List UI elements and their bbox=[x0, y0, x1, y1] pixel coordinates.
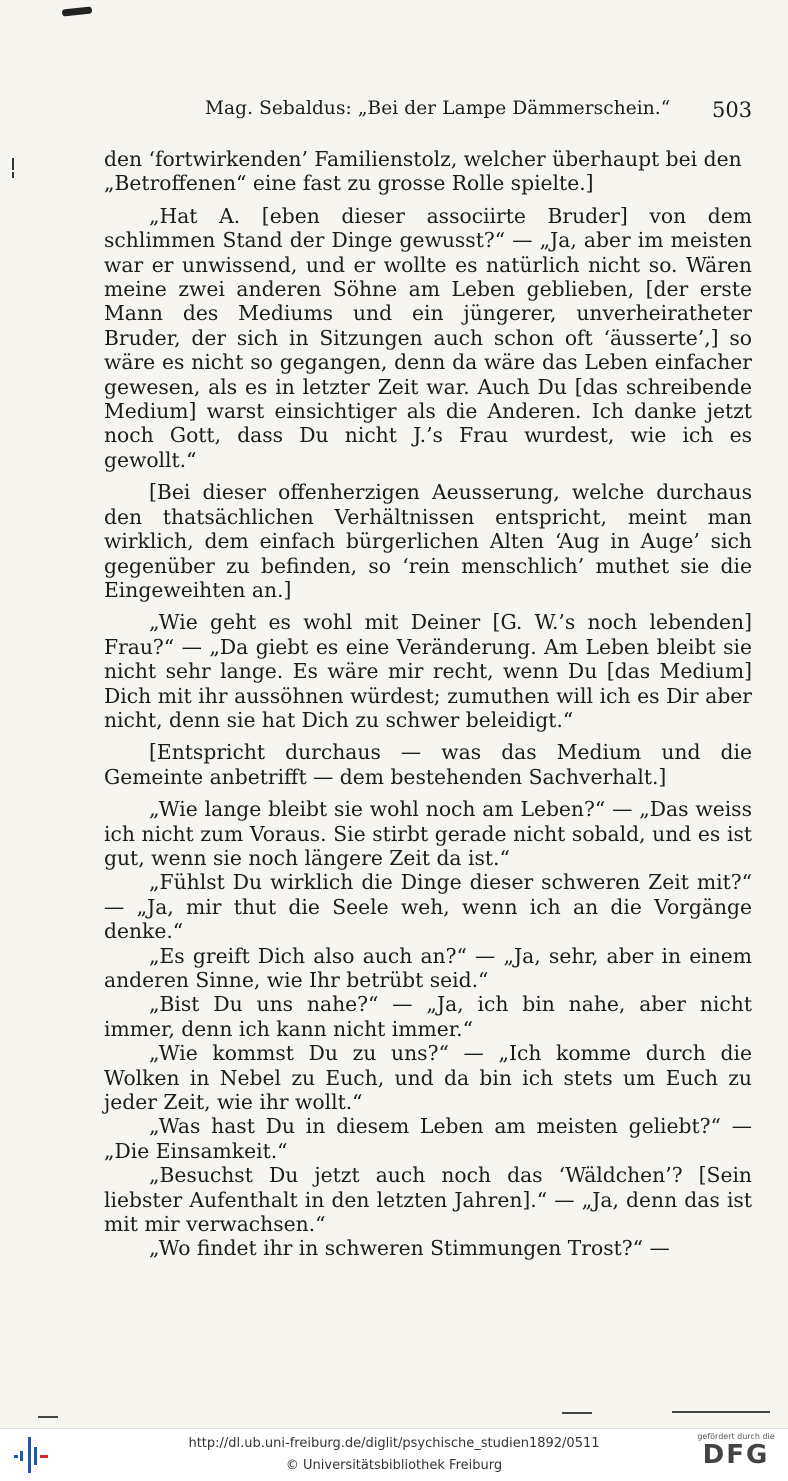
paragraph: „Wie geht es wohl mit Deiner [G. W.’s noch lebenden] Frau?“ — „Da giebt es eine Veränderung. Am Leben bleibt sie nicht sehr lange. Es wäre mir recht, wenn Du [das Medium] Dich mit ihr aussöhnen würdest; zumuthen will ich es Dir aber nicht, denn sie hat Dich zu schwer beleidigt.“ bbox=[104, 610, 752, 732]
paragraph: „Wie kommst Du zu uns?“ — „Ich komme durch die Wolken in Nebel zu Euch, und da bin ich stets um Euch zu jeder Zeit, wie ihr wollt.“ bbox=[104, 1041, 752, 1115]
paragraph: „Wo findet ihr in schweren Stimmungen Trost?“ — bbox=[149, 1236, 670, 1261]
scan-edge-mark bbox=[38, 1416, 58, 1418]
paragraph: [Bei dieser offenherzigen Aeusserung, welche durchaus den thatsächlichen Verhältnissen entspricht, meint man wirklich, dem einfach bürgerlichen Alten ‘Aug in Auge’ sich gegenüber zu befinden, so ‘rein menschlich’ muthet sie die Eingeweihten an.] bbox=[104, 480, 752, 602]
margin-mark bbox=[12, 158, 14, 170]
paragraph: „Bist Du uns nahe?“ — „Ja, ich bin nahe, aber nicht immer, denn ich kann nicht immer.“ bbox=[104, 992, 752, 1041]
paragraph: „Es greift Dich also auch an?“ — „Ja, sehr, aber in einem anderen Sinne, wie Ihr betrübt seid.“ bbox=[104, 943, 752, 992]
dfg-logo[interactable] bbox=[692, 1432, 780, 1469]
paragraph: „Was hast Du in diesem Leben am meisten geliebt?“ — „Die Einsamkeit.“ bbox=[104, 1114, 752, 1163]
dfg-wordmark: DFG bbox=[702, 1440, 770, 1470]
funding-note: gefördert durch die bbox=[697, 1432, 775, 1441]
paragraph: [Entspricht durchaus — was das Medium und die Gemeinte anbetrifft — dem bestehenden Sachverhalt.] bbox=[104, 740, 752, 789]
body-text bbox=[104, 147, 752, 1261]
margin-mark bbox=[12, 172, 14, 178]
copyright-notice: © Universitätsbibliothek Freiburg bbox=[285, 1458, 503, 1473]
running-title: Mag. Sebaldus: „Bei der Lampe Dämmerschein.“ bbox=[205, 98, 671, 119]
scan-edge-mark bbox=[562, 1412, 592, 1414]
page-number: 503 bbox=[712, 98, 753, 122]
paragraph: „Wie lange bleibt sie wohl noch am Leben?“ — „Das weiss ich nicht zum Voraus. Sie stirbt gerade nicht sobald, und es ist gut, wenn sie noch längere Zeit da ist.“ bbox=[104, 797, 752, 870]
permalink-link[interactable]: http://dl.ub.uni-freiburg.de/diglit/psychische_studien1892/0511 bbox=[188, 1436, 600, 1451]
paragraph: „Fühlst Du wirklich die Dinge dieser schweren Zeit mit?“ — „Ja, mir thut die Seele weh, wenn ich an die Vorgänge denke.“ bbox=[104, 870, 752, 944]
ink-smudge bbox=[62, 6, 93, 16]
paragraph: den ‘fortwirkenden’ Familienstolz, welcher überhaupt bei den „Betroffenen“ eine fast zu grosse Rolle spielte.] bbox=[104, 147, 742, 196]
viewer-footer bbox=[0, 1428, 788, 1481]
paragraph: „Besuchst Du jetzt auch noch das ‘Wäldchen’? [Sein liebster Aufenthalt in den letzten Jahren].“ — „Ja, denn das ist mit mir verwachsen.“ bbox=[104, 1163, 752, 1237]
scan-edge-mark bbox=[672, 1411, 770, 1413]
page-header bbox=[0, 98, 788, 128]
paragraph: „Hat A. [eben dieser associirte Bruder] von dem schlimmen Stand der Dinge gewusst?“ — „Ja, aber im meisten war er unwissend, und er wollte es natürlich nicht so. Wären meine zwei anderen Söhne am Leben geblieben, [der erste Mann des Mediums und ein jüngerer, unverheiratheter Bruder, der sich in Sitzungen auch schon oft ‘äusserte’,] so wäre es nicht so gegangen, denn da wäre das Leben einfacher gewesen, als es in letzter Zeit war. Auch Du [das schreibende Medium] warst einsichtiger als die Anderen. Ich danke jetzt noch Gott, dass Du nicht J.’s Frau wurdest, wie ich es gewollt.“ bbox=[104, 203, 752, 472]
